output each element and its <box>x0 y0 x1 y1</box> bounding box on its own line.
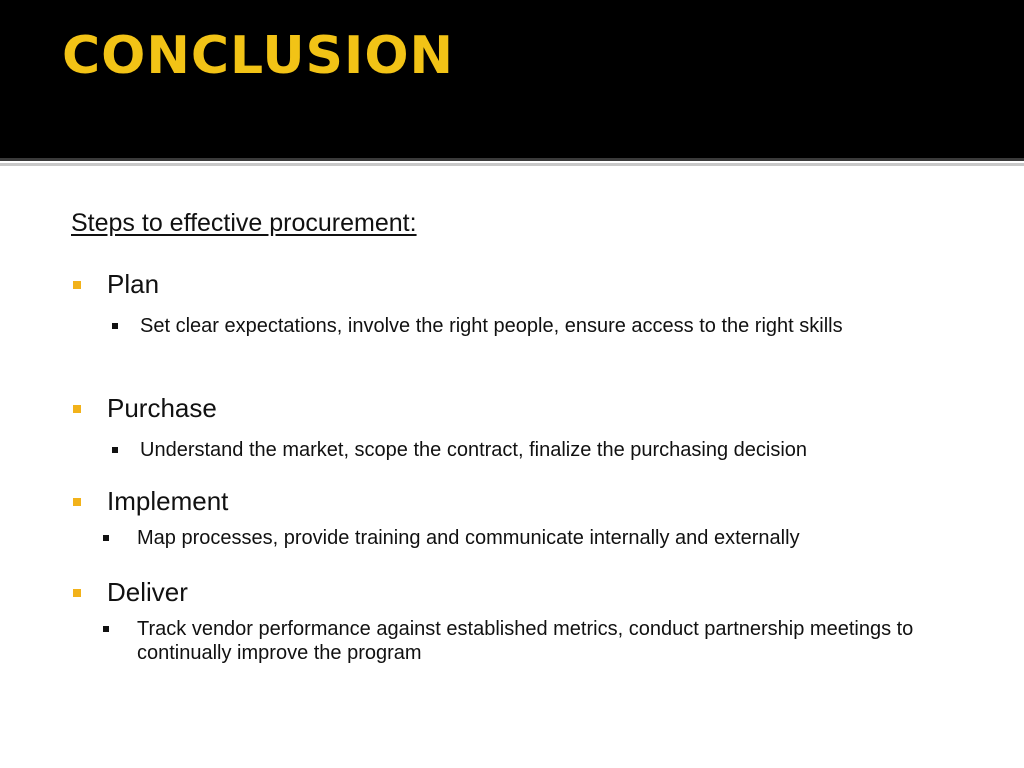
square-bullet-icon <box>73 281 81 289</box>
square-bullet-icon <box>73 589 81 597</box>
square-bullet-icon <box>103 535 109 541</box>
square-bullet-icon <box>73 498 81 506</box>
step-heading-purchase: Purchase <box>107 393 217 423</box>
section-heading: Steps to effective procurement: <box>71 209 417 237</box>
step-detail-deliver: Track vendor performance against established metrics, conduct partnership meetings to continually improve the program <box>137 618 914 664</box>
step-detail-purchase: Understand the market, scope the contract, finalize the purchasing decision <box>140 439 808 461</box>
title-divider <box>0 158 1024 161</box>
step-detail-plan: Set clear expectations, involve the right people, ensure access to the right skills <box>140 315 843 337</box>
step-heading-plan: Plan <box>107 269 160 299</box>
title-divider-light <box>0 163 1024 166</box>
step-heading-deliver: Deliver <box>107 577 188 607</box>
square-bullet-icon <box>112 447 118 453</box>
square-bullet-icon <box>103 626 109 632</box>
square-bullet-icon <box>73 405 81 413</box>
step-heading-implement: Implement <box>107 486 229 516</box>
square-bullet-icon <box>112 323 118 329</box>
slide-title: CONCLUSION <box>62 26 455 86</box>
step-detail-implement: Map processes, provide training and communicate internally and externally <box>137 527 800 549</box>
